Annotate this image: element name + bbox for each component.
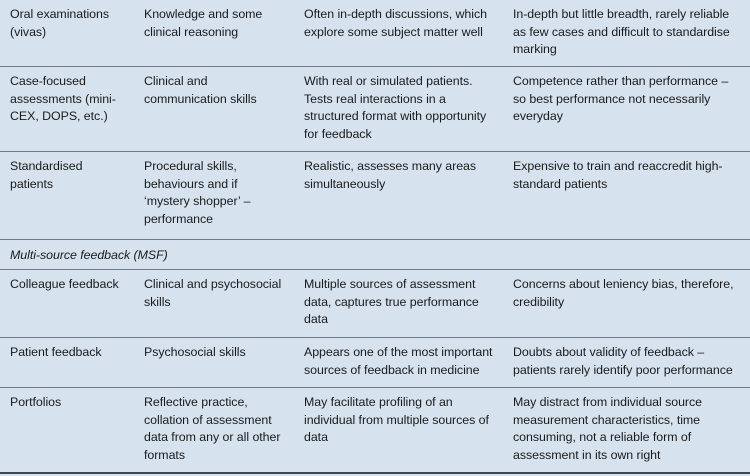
- table-row-patient-feedback: [0, 338, 750, 388]
- strengths-cell: Often in-depth discussions, which explore some subject matter well: [304, 7, 487, 39]
- strengths-cell: May facilitate profiling of an individual from multiple sources of data: [304, 395, 489, 444]
- method-cell: Colleague feedback: [10, 277, 119, 291]
- assesses-cell: Knowledge and some clinical reasoning: [144, 7, 263, 39]
- section-row-msf: [0, 240, 750, 270]
- method-cell: Case-focused assessments (mini- CEX, DOPS, etc.): [10, 74, 116, 123]
- strengths-cell: Appears one of the most important sources of feedback in medicine: [304, 345, 493, 377]
- assesses-cell: Psychosocial skills: [144, 345, 246, 359]
- table-row-oral-examinations: [0, 0, 750, 67]
- strengths-cell: With real or simulated patients. Tests real interactions in a structured format with opportunity for feedback: [304, 74, 487, 141]
- table-row-standardised-patients: [0, 152, 750, 240]
- table-row-portfolios: [0, 388, 750, 474]
- limitations-cell: Concerns about leniency bias, therefore, credibility: [513, 277, 734, 309]
- limitations-cell: Doubts about validity of feedback – patients rarely identify poor performance: [513, 345, 733, 377]
- method-cell: Patient feedback: [10, 345, 102, 359]
- assesses-cell: Procedural skills, behaviours and if ‘mystery shopper’ – performance: [144, 159, 251, 226]
- section-label: Multi-source feedback (MSF): [10, 248, 168, 262]
- strengths-cell: Realistic, assesses many areas simultaneously: [304, 159, 477, 191]
- table-row-case-focused: [0, 67, 750, 152]
- assesses-cell: Reflective practice, collation of assessment data from any or all other formats: [144, 395, 281, 462]
- table-row-colleague-feedback: [0, 270, 750, 338]
- assesses-cell: Clinical and communication skills: [144, 74, 257, 106]
- strengths-cell: Multiple sources of assessment data, captures true performance data: [304, 277, 479, 326]
- method-cell: Standardised patients: [10, 159, 83, 191]
- limitations-cell: Competence rather than performance – so best performance not necessarily everyday: [513, 74, 729, 123]
- limitations-cell: In-depth but little breadth, rarely reliable as few cases and difficult to standardise marking: [513, 7, 730, 56]
- assesses-cell: Clinical and psychosocial skills: [144, 277, 282, 309]
- limitations-cell: Expensive to train and reaccredit high- standard patients: [513, 159, 723, 191]
- limitations-cell: May distract from individual source measurement characteristics, time consuming, not a reliable form of assessment in its own right: [513, 395, 702, 462]
- method-cell: Portfolios: [10, 395, 62, 409]
- method-cell: Oral examinations (vivas): [10, 7, 110, 39]
